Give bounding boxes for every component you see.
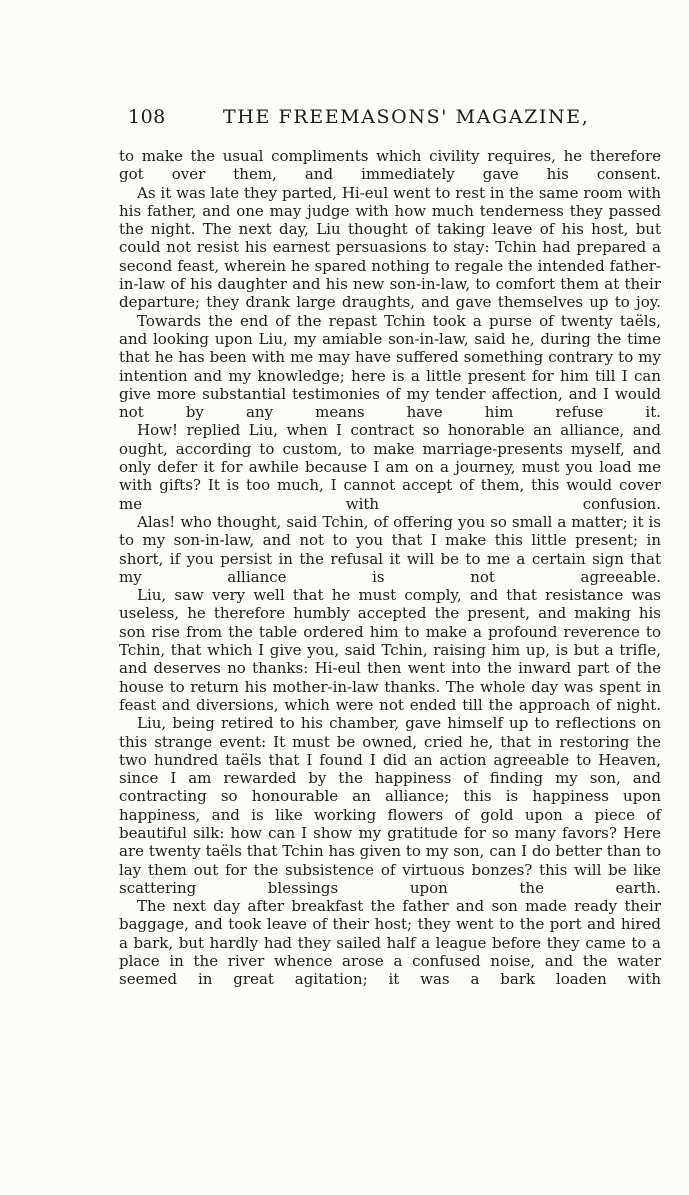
paragraph: The next day after breakfast the father and son made ready their baggage, and took leave of their host; they went to the port and hired a bark, but hardly had they sailed half a league before they came to a place in the river whence arose a confused noise, and the water seemed in great agitation; it was a bark loaden with bbox=[119, 897, 661, 989]
running-title: THE FREEMASONS' MAGAZINE, bbox=[223, 106, 590, 128]
body-text bbox=[119, 147, 661, 989]
paragraph: Liu, saw very well that he must comply, and that resistance was useless, he therefore humbly accepted the present, and making his son rise from the table ordered him to make a profound reverence to Tchin, that which I give you, said Tchin, raising him up, is but a trifle, and deserves no thanks: Hi-eul then went into the inward part of the house to return his mother-in-law thanks. The whole day was spent in feast and diversions, which were not ended till the approach of night. bbox=[119, 586, 661, 714]
paragraph: Towards the end of the repast Tchin took a purse of twenty taëls, and looking upon Liu, my amiable son-in-law, said he, during the time that he has been with me may have suffered something contrary to my intention and my knowledge; here is a little present for him till I can give more substantial testimonies of my tender affection, and I would not by any means have him refuse it. bbox=[119, 311, 661, 422]
paragraph: Alas! who thought, said Tchin, of offering you so small a matter; it is to my son-in-law, and not to you that I make this little present; in short, if you persist in the refusal it will be to me a certain sign that my alliance is not agreeable. bbox=[119, 512, 661, 586]
paragraph: As it was late they parted, Hi-eul went to rest in the same room with his father, and one may judge with how much tenderness they passed the night. The next day, Liu thought of taking leave of his host, but could not resist his earnest persuasions to stay: Tchin had prepared a second feast, wherein he spared nothing to regale the intended father-in-law of his daughter and his new son-in-law, to comfort them at their departure; they drank large draughts, and gave themselves up to joy. bbox=[119, 183, 661, 312]
page-number: 108 bbox=[128, 106, 166, 128]
page-header bbox=[128, 106, 670, 136]
paragraph: to make the usual compliments which civility requires, he therefore got over them, and immediately gave his consent. bbox=[119, 147, 661, 184]
paragraph: Liu, being retired to his chamber, gave himself up to reflections on this strange event: It must be owned, cried he, that in restoring the two hundred taëls that I found I did an action agreeable to Heaven, since I am rewarded by the happiness of finding my son, and contracting so honourable an alliance; this is happiness upon happiness, and is like working flowers of gold upon a piece of beautiful silk: how can I show my gratitude for so many favors? Here are twenty taëls that Tchin has given to my son, can I do better than to lay them out for the subsistence of virtuous bonzes? this will be like scattering blessings upon the earth. bbox=[119, 714, 661, 897]
paragraph: How! replied Liu, when I contract so honorable an alliance, and ought, according to custom, to make marriage-presents myself, and only defer it for awhile because I am on a journey, must you load me with gifts? It is too much, I cannot accept of them, this would cover me with confusion. bbox=[119, 421, 661, 513]
